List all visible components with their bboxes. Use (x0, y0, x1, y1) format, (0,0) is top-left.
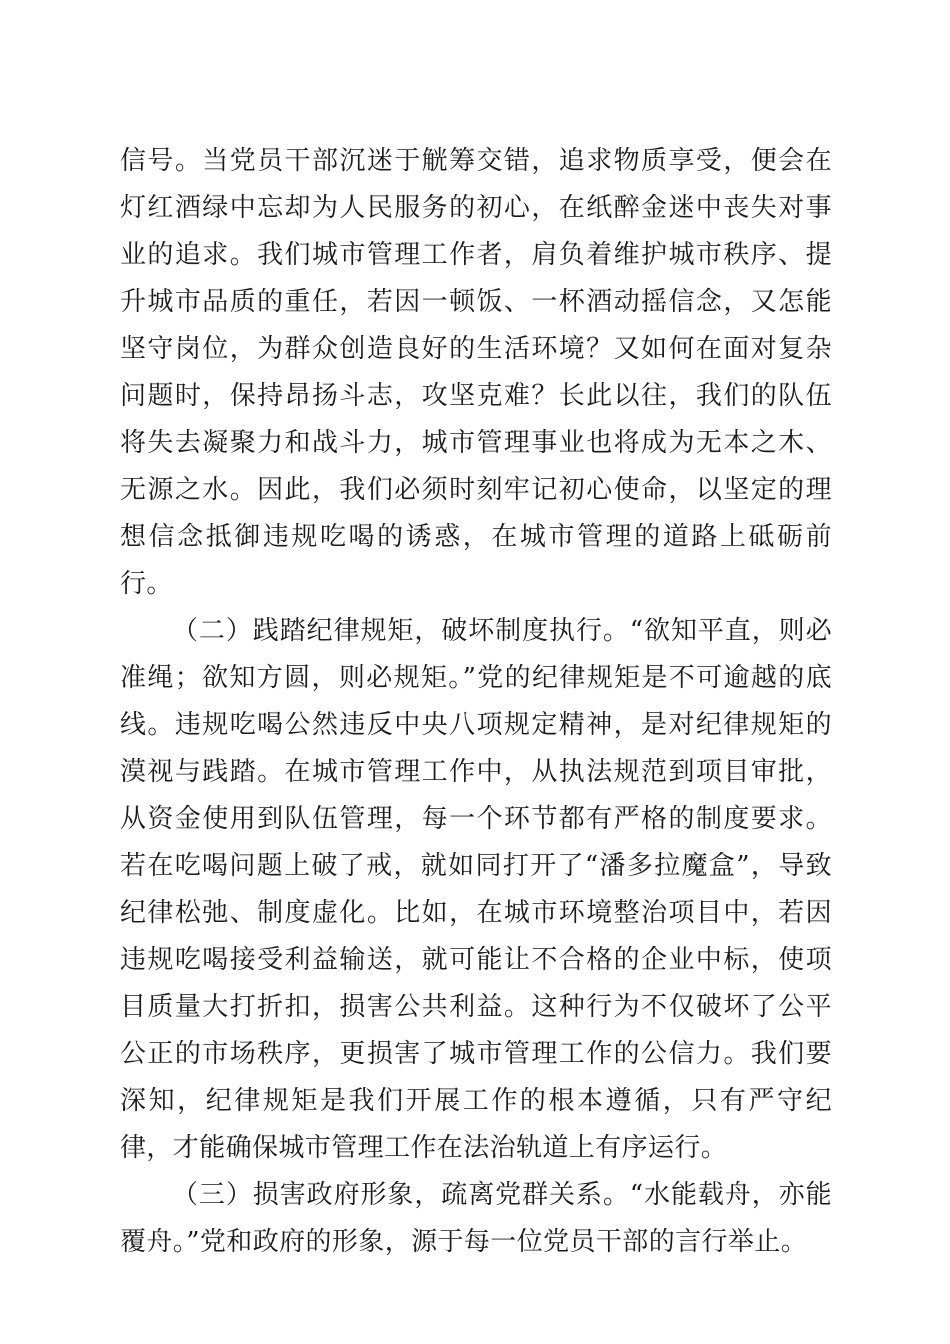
paragraph-section-3: （三）损害政府形象，疏离党群关系。“水能载舟，亦能覆舟。”党和政府的形象，源于每一位党员干部的言行举止。 (120, 1180, 832, 1257)
paragraph-continuation: 信号。当党员干部沉迷于觥筹交错，追求物质享受，便会在灯红酒绿中忘却为人民服务的初心，在纸醉金迷中丧失对事业的追求。我们城市管理工作者，肩负着维护城市秩序、提升城市品质的重任，若因一顿饭、一杯酒动摇信念，又怎能坚守岗位，为群众创造良好的生活环境？又如何在面对复杂问题时，保持昂扬斗志，攻坚克难？长此以往，我们的队伍将失去凝聚力和战斗力，城市管理事业也将成为无本之木、无源之水。因此，我们必须时刻牢记初心使命，以坚定的理想信念抵御违规吃喝的诱惑，在城市管理的道路上砥砺前行。 (120, 146, 832, 599)
paragraph-section-2: （二）践踏纪律规矩，破坏制度执行。“欲知平直，则必准绳；欲知方圆，则必规矩。”党的纪律规矩是不可逾越的底线。违规吃喝公然违反中央八项规定精神，是对纪律规矩的漠视与践踏。在城市管理工作中，从执法规范到项目审批，从资金使用到队伍管理，每一个环节都有严格的制度要求。若在吃喝问题上破了戒，就如同打开了“潘多拉魔盒”，导致纪律松弛、制度虚化。比如，在城市环境整治项目中，若因违规吃喝接受利益输送，就可能让不合格的企业中标，使项目质量大打折扣，损害公共利益。这种行为不仅破坏了公平公正的市场秩序，更损害了城市管理工作的公信力。我们要深知，纪律规矩是我们开展工作的根本遵循，只有严守纪律，才能确保城市管理工作在法治轨道上有序运行。 (120, 616, 832, 1163)
document-body (120, 138, 832, 1266)
